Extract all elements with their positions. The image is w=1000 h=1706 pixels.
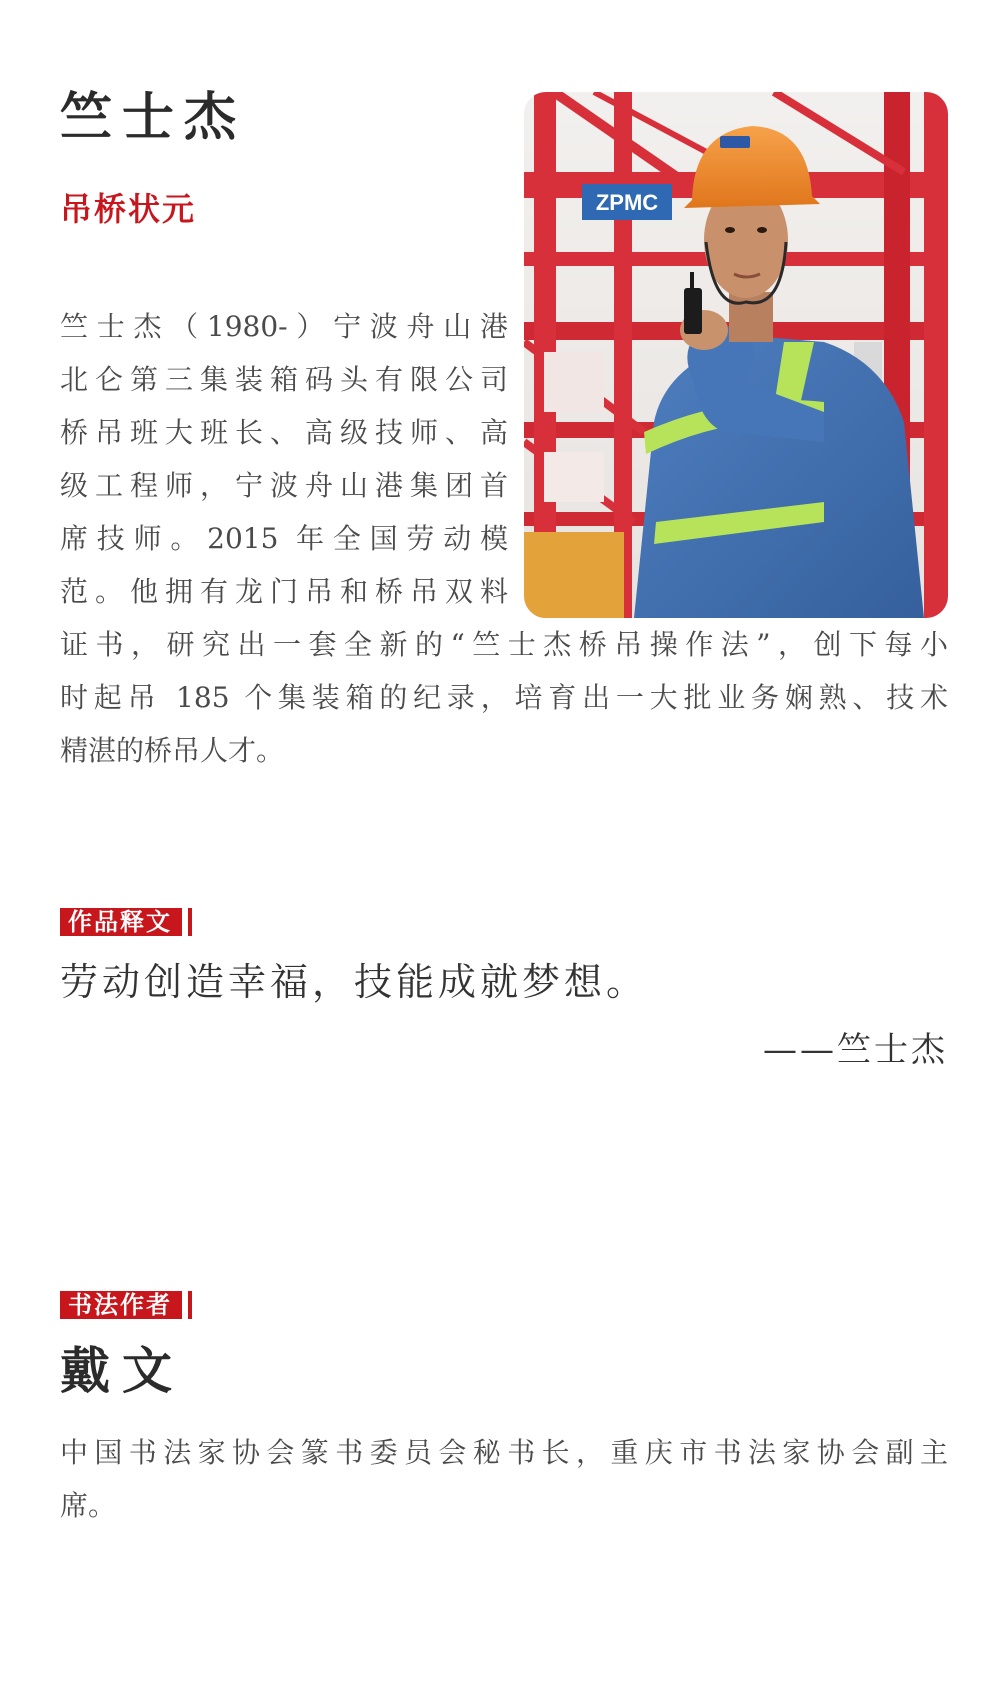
author-section-tag — [60, 1291, 192, 1319]
bio-line: 北仑第三集装箱码头有限公司 — [60, 363, 508, 396]
profile-bio-full — [60, 618, 948, 777]
bio-line: 席技师。2015 年全国劳动模 — [60, 522, 508, 555]
bio-line: 级工程师，宁波舟山港集团首 — [60, 469, 508, 502]
author-name: 戴文 — [60, 1342, 184, 1400]
profile-subtitle: 吊桥状元 — [60, 190, 197, 228]
bio-line: 竺士杰（1980-）宁波舟山港 — [60, 310, 508, 343]
portrait-photo — [524, 92, 948, 618]
author-bio-line: 席。 — [60, 1489, 117, 1522]
bio-line: 精湛的桥吊人才。 — [60, 734, 285, 767]
tag-divider — [188, 908, 192, 936]
bio-line: 时起吊 185 个集装箱的纪录，培育出一大批业务娴熟、技术 — [60, 681, 948, 714]
tag-divider — [188, 1291, 192, 1319]
profile-name: 竺士杰 — [60, 88, 247, 148]
author-bio — [60, 1426, 948, 1532]
profile-bio-wrapped — [60, 300, 508, 618]
author-bio-line: 中国书法家协会篆书委员会秘书长，重庆市书法家协会副主 — [60, 1436, 948, 1469]
bio-line: 范。他拥有龙门吊和桥吊双料 — [60, 575, 508, 608]
photo-sign-text: ZPMC — [595, 190, 659, 215]
quote-attribution: ——竺士杰 — [763, 1030, 948, 1070]
bio-line: 桥吊班大班长、高级技师、高 — [60, 416, 508, 449]
quote-text: 劳动创造幸福，技能成就梦想。 — [60, 960, 649, 1004]
author-tag-label: 书法作者 — [60, 1291, 182, 1319]
quote-tag-label: 作品释文 — [60, 908, 182, 936]
bio-line: 证书，研究出一套全新的“竺士杰桥吊操作法”，创下每小 — [60, 628, 948, 661]
quote-section-tag — [60, 908, 192, 936]
